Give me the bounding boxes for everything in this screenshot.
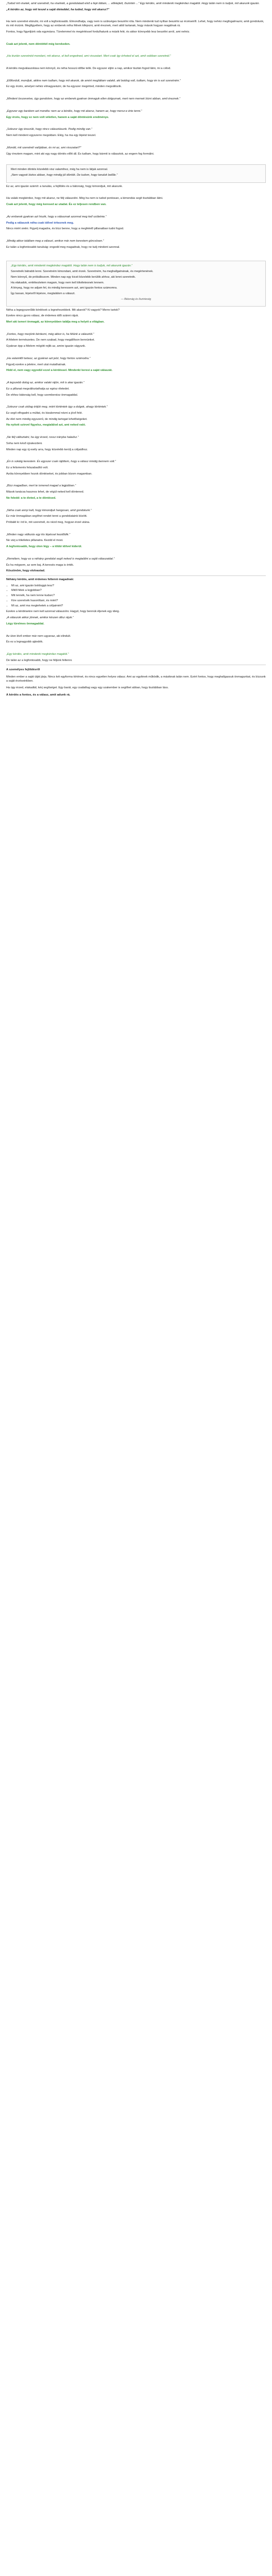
- paragraph: És ha mégsem, az sem baj. A keresés maga is érték.: [6, 563, 74, 567]
- quote-text: Mert minden döntés közelebb visz valamihez, még ha nem is látjuk azonnal.: [11, 168, 108, 172]
- paragraph: Soha nem késő újrakezdeni.: [6, 442, 43, 445]
- quote-paragraph: „Én is sokáig kerestem. És egyszer csak rájöttem, hogy a válasz mindig bennem volt.”: [6, 460, 116, 464]
- blockquote: [6, 261, 266, 306]
- list-item: • Mit tennék, ha nem lenne kudarc?: [11, 594, 266, 598]
- highlight: Csak azt jelenti, hogy még keresed az utadat. És ez teljesen rendben van.: [6, 203, 107, 207]
- highlight: A legfontosabb, hogy úton légy – a többi idővel kiderül.: [6, 545, 82, 549]
- highlight-blue: Pedig a válaszok néha csak idővel érkeznek meg.: [6, 221, 74, 225]
- paragraph: Néha a legegyszerűbb kérdések a legnehezebbek. Mit akarok? Ki vagyok? Merre tartok?: [6, 308, 120, 312]
- quote-paragraph: „Fontos, hogy merjünk kérdezni, még akkor is, ha félünk a választól.”: [6, 332, 94, 336]
- blockquote-line: A lényeg, hogy ne adjam fel, és mindig keressem azt, ami igazán fontos számomra.: [11, 286, 117, 290]
- paragraph: Mások tanácsa hasznos lehet, de végül neked kell döntened.: [6, 490, 84, 494]
- highlight: Ha nyitott szívvel figyelsz, megtalálod azt, ami neked való.: [6, 423, 86, 427]
- quote-paragraph: „Ha valamitől tartasz, az gyakran azt jelzi, hogy fontos számodra.”: [6, 357, 91, 360]
- paragraph: Fontos, hogy figyeljünk oda egymásra. Türelemmel és megértéssel fordulhatunk a másik felé, és akkor könnyebb lesz beszélni arról, ami nehéz.: [6, 30, 190, 33]
- paragraph: Úgy éreztem magam, mint aki egy nagy döntés előtt áll. És tudtam, hogy bármit is választok, az engem fog formálni.: [6, 152, 155, 156]
- quote-paragraph: „Mindent összevetve, úgy gondolom, hogy az emberek gyakran önmaguk ellen dolgoznak, mert nem mernek bízni abban, amit éreznek.”: [6, 97, 180, 101]
- footer-closing: A kérdés a fontos, és a válasz, amit adunk rá.: [6, 693, 71, 697]
- paragraph: Ez az, ami igazán számít: a tanulás, a fejlődés és a bátorság, hogy kimondjuk, mit akarunk.: [6, 184, 123, 188]
- quote-paragraph: „Remélem, hogy ez a néhány gondolat segít neked is megtalálni a saját válaszaidat.”: [6, 557, 115, 561]
- quote-paragraph: „A legszebb dolog az, amikor valaki rájön, mit is akar igazán.”: [6, 381, 84, 385]
- final-quote: „Egy kérdés, amit mindenki megkérdez magától.”: [6, 652, 69, 656]
- paragraph: Gyakran épp a félelem mögött rejlik az, amire igazán vágyunk.: [6, 345, 86, 348]
- paragraph: Az úton lévő ember már nem ugyanaz, aki elindult.: [6, 634, 71, 638]
- question-list: [6, 584, 266, 608]
- paragraph: Ez segít elfogadni a múltat, és bizalommal nézni a jövő felé.: [6, 411, 83, 415]
- paragraph: Ez a pillanat megváltoztathatja az egész életedet.: [6, 387, 70, 391]
- list-item: • Mi az, ami igazán boldoggá tesz?: [11, 584, 266, 588]
- divider: [6, 575, 266, 576]
- intro-paragraph: „Tudod mit viselek, amit szeretnél, ha viselnék, a gondolataid első a fejé láttam, ... elfelejtett, őszintén ...” Egy kérdés, amit mindenki megkérdez magától. Hogy talán nem is tudjuk, mit akarunk igazán.: [6, 2, 260, 5]
- paragraph: Ha valaki megkérdez, hogy mit akarsz, ne félj válaszolni. Még ha nem is tudod pontosan, a kimondás segít tisztábban látni.: [6, 197, 163, 200]
- highlight-quote: „Ha tisztán szeretnéd mondani, mit akarsz, el kell engedned, ami visszatart. Mert csak így érheted el azt, amit valóban szeretnél.”: [6, 55, 171, 58]
- blockquote-line: Így lassan, lépésről lépésre, megtalálom a választ.: [11, 292, 75, 295]
- quote-box: [6, 164, 266, 182]
- paragraph: Ez a felismerés felszabadító volt.: [6, 466, 48, 469]
- highlight: Csak azt jelenti, nem döntöttél még kerekeden.: [6, 42, 71, 46]
- intro-question: „A kérdés az, hogy mit teszel a saját életeddel, ha tudod, hogy mit akarsz?”: [6, 8, 110, 11]
- highlight: Mert aki ismeri önmagát, az könnyebben találja meg a helyét a világban.: [6, 320, 105, 324]
- highlight: Hidd el, nem vagy egyedül ezzel a kérdéssel. Mindenki keresi a saját válaszát.: [6, 369, 113, 372]
- paragraph: Az élet nem mindig egyszerű, de mindig tartogat lehetőségeket.: [6, 417, 88, 421]
- quote-paragraph: „Mondd, mit szeretnél valójában, és mi az, ami visszatart?”: [6, 146, 81, 149]
- paragraph: Ha nem szeretné elárulni, mi volt a legfontosabb. Elmondhatja, vagy nem is szükséges beszélni róla. Nem mindenki tud nyíltan beszélni az érzéseiről. Lehet, hogy nehéz megfogalmazni, amit gondolunk, és mit érzünk. Megfigyeltem, hogy az emberek néha félnek kifejezni, amit éreznek, mert attól tartanak, hogy mások hogyan reagálnak rá.: [6, 20, 264, 28]
- footer-text: Minden ember a saját útját járja. Nincs két egyforma történet, és nincs egyetlen helyes válasz. Ami az egyiknek működik, a másiknak talán nem. Ezért fontos, hogy meghallgassuk önmagunkat, és bízzunk a saját érzéseinkben.: [6, 675, 266, 683]
- footer: [6, 668, 266, 697]
- quote-paragraph: „Az emberek gyakran azt hiszik, hogy a válasznak azonnal meg kell születnie.”: [6, 215, 107, 218]
- paragraph: Ezekre nincs gyors válasz, de érdemes időt szánni rájuk.: [6, 314, 79, 318]
- list-item: • Mi az, amit ma megtehetek a céljaimért?: [11, 604, 266, 608]
- quote-paragraph: „Sokszor úgy érezzük, hogy nincs választásunk. Pedig mindig van.”: [6, 128, 92, 131]
- paragraph: Figyelj ezekre a jelekre, mert utat mutathatnak.: [6, 363, 66, 366]
- list-item: • Kire szeretnék hasonlítani, és miért?: [11, 599, 266, 603]
- blockquote-title: „Egy kérdés, amit mindenki megkérdez magától. Hogy talán nem is tudjuk, mit akarunk igazán.”: [11, 264, 132, 268]
- quote-paragraph: „Mindig akkor találtam meg a választ, amikor már nem kerestem görcsösen.”: [6, 239, 104, 243]
- quote-paragraph: „A válaszok akkor jönnek, amikor készen állsz rájuk.”: [6, 616, 74, 620]
- paragraph: Azóta könnyebben hozok döntéseket, és jobban bízom magamban.: [6, 472, 92, 476]
- footer-title: A személyes fejlődésről: [6, 668, 40, 672]
- highlight: Ne feledd: a te életed, a te döntésed.: [6, 496, 56, 500]
- highlight: Légy türelmes önmagaddal.: [6, 622, 44, 625]
- final-paragraph: De talán az a legfontosabb, hogy ne féljünk feltenni.: [6, 658, 73, 662]
- paragraph: A kérdés megválaszolása nem könnyű, és néha hosszú időbe telik. De egyszer eljön a nap, amikor tisztán fogod látni, mi a célod.: [6, 67, 171, 71]
- quote-paragraph: „Bízz magadban, mert te ismered magad a legjobban.”: [6, 484, 76, 488]
- quote-text: „Nem vagyok biztos abban, hogy mindig jól döntök. De tudom, hogy tanulok belőle.”: [11, 173, 118, 177]
- paragraph: Minden nap egy új esély arra, hogy közelebb kerülj a céljaidhoz.: [6, 448, 88, 451]
- blockquote-line: Szeretnék bátrabb lenni. Szeretném kimondani, amit érzek. Szeretném, ha meghallgatnának, és megértenének.: [11, 270, 154, 274]
- blockquote-signature: — Bátorság és őszinteség: [121, 297, 151, 301]
- quote-paragraph: „Minden nagy változás egy kis lépéssel kezdődik.”: [6, 533, 71, 536]
- paragraph: Ne várj a tökéletes pillanatra. Kezdd el most.: [6, 539, 63, 543]
- paragraph: Nem kell mindent egyszerre megoldani. Elég, ha ma egy lépést teszel.: [6, 134, 96, 138]
- quote-paragraph: „Sokszor csak utólag értjük meg, miért történtek úgy a dolgok, ahogy történtek.”: [6, 405, 108, 409]
- paragraph: Ezekre a kérdésekre nem kell azonnal válaszolni. Hagyd, hogy bennük éljenek egy ideig.: [6, 610, 120, 614]
- paragraph: És ez a legnagyobb ajándék.: [6, 640, 43, 644]
- quote-paragraph: „Egyszer egy barátom azt mondta: nem az a kérdés, hogy mit akarsz, hanem az, hogy mersz-e érte tenni.”: [6, 109, 142, 113]
- blockquote-line: Ha elakadok, emlékeztetem magam, hogy nem kell tökéletesnek lennem.: [11, 281, 105, 284]
- article: [6, 0, 266, 698]
- list-title: Néhány kérdés, amit érdemes feltenni magadnak:: [6, 578, 74, 582]
- quote-paragraph: „Néha csak annyi kell, hogy kimondjuk hangosan, amit gondolunk.”: [6, 509, 92, 512]
- highlight: Egy érzés, hogy ez nem volt véletlen, hanem a saját döntésünk eredménye.: [6, 115, 109, 119]
- footer-text: Ha úgy érzed, elakadtál, kérj segítséget. Egy barát, egy családtag vagy egy szakember is segíthet abban, hogy tisztábban láss.: [6, 686, 169, 689]
- paragraph: Ez egy érzés, amelyet nehéz elmagyarázni, de ha egyszer megérted, minden megváltozik.: [6, 85, 122, 89]
- quote-paragraph: „Előfordult, mondjuk, akikre nem tudtam, hogy mit akarok, de amint megláttam valakit, aki boldog volt, tudtam, hogy én is ezt szeretném.”: [6, 79, 181, 82]
- end-note: Köszönöm, hogy elolvastad.: [6, 569, 45, 573]
- blockquote-line: Nem könnyű, de próbálkozom. Minden nap egy kicsit közelebb kerülök ahhoz, aki lenni szeretnék.: [11, 275, 136, 279]
- paragraph: Nincs miért sietni. Figyelj magadra, és bízz benne, hogy a megfelelő pillanatban tudni fogod.: [6, 227, 124, 231]
- paragraph: De ehhez bátorság kell, hogy szembenézz önmagaddal.: [6, 393, 78, 397]
- paragraph: Ez talán a legfontosabb tanulság: engedd meg magadnak, hogy ne tudj mindent azonnal.: [6, 245, 120, 249]
- paragraph: Próbáld ki: írd le, mit szeretnél, és nézd meg, hogyan érzel utána.: [6, 521, 90, 524]
- list-item: • Mitől félek a legjobban?: [11, 589, 266, 593]
- quote-paragraph: „Ne félj változtatni, ha úgy érzed, rossz irányba haladsz.”: [6, 436, 79, 439]
- paragraph: A félelem természetes. De nem szabad, hogy megállítson bennünket.: [6, 338, 95, 342]
- paragraph: Ez már önmagában segíthet rendet tenni a gondolataink között.: [6, 515, 88, 518]
